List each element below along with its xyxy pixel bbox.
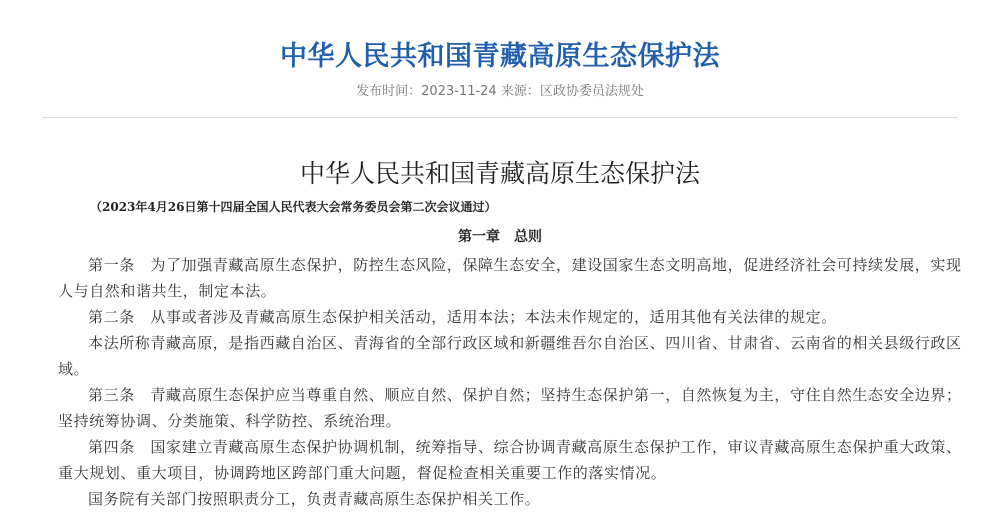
paragraph-state-council: 国务院有关部门按照职责分工，负责青藏高原生态保护相关工作。 <box>88 490 541 508</box>
paragraph-article-4: 第四条 国家建立青藏高原生态保护协调机制，统筹指导、综合协调青藏高原生态保护工作，审议青藏高原生态保护重大政策、重大规划、重大项目，协调跨地区跨部门重大问题，督促检查相关重要工作的落实情况。 <box>58 438 962 482</box>
article-header-title: 中华人民共和国青藏高原生态保护法 <box>280 41 720 72</box>
header-divider <box>42 117 958 118</box>
paragraph-article-3: 第三条 青藏高原生态保护应当尊重自然、顺应自然、保护自然；坚持生态保护第一，自然恢复为主，守住自然生态安全边界；坚持统筹协调、分类施策、科学防控、系统治理。 <box>58 386 962 430</box>
adoption-note: （2023年4月26日第十四届全国人民代表大会常务委员会第二次会议通过） <box>90 200 497 214</box>
paragraph-definition: 本法所称青藏高原，是指西藏自治区、青海省的全部行政区域和新疆维吾尔自治区、四川省、甘肃省、云南省的相关县级行政区域。 <box>58 334 962 378</box>
publish-meta: 发布时间：2023-11-24 来源：区政协委员法规处 <box>356 84 644 99</box>
law-title: 中华人民共和国青藏高原生态保护法 <box>299 159 700 188</box>
law-body <box>58 252 963 512</box>
paragraph-article-1: 第一条 为了加强青藏高原生态保护，防控生态风险，保障生态安全，建设国家生态文明高地，促进经济社会可持续发展，实现人与自然和谐共生，制定本法。 <box>58 256 962 300</box>
chapter-heading: 第一章 总则 <box>458 229 542 245</box>
paragraph-article-2: 第二条 从事或者涉及青藏高原生态保护相关活动，适用本法；本法未作规定的，适用其他有关法律的规定。 <box>88 308 837 326</box>
